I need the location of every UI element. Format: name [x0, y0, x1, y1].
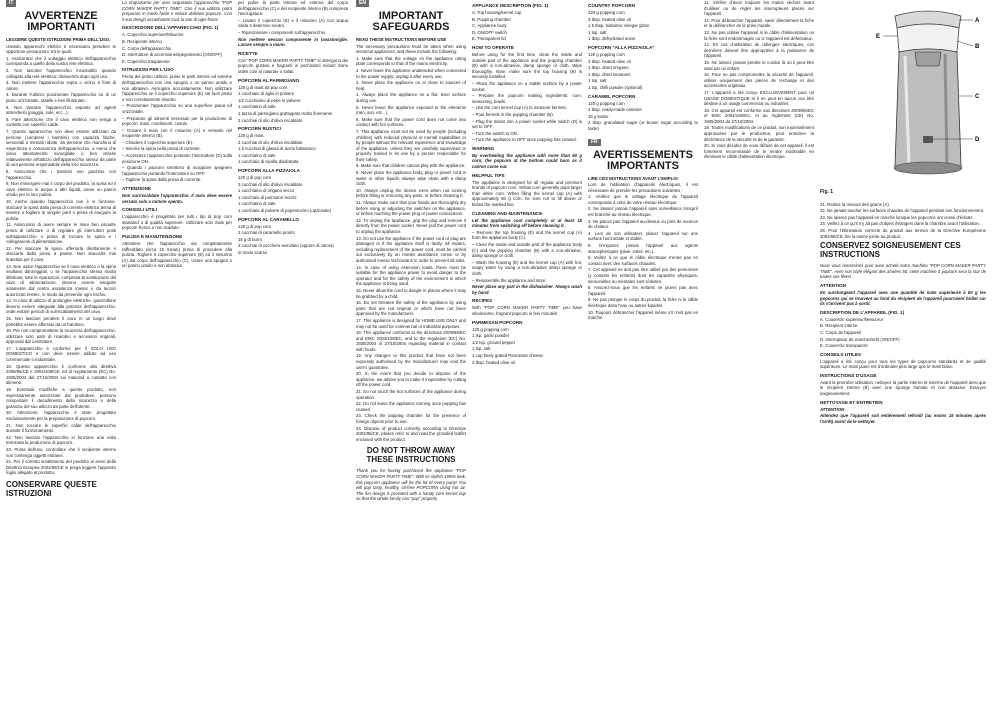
list-item: – Clean the inside and outside part of the appliance body (C) and the popping chamber (B) with a non-abrasive, damp sponge or cloth.	[472, 242, 582, 259]
recipe-ingredient: 1 cucchiaio di pomodori secchi	[238, 194, 297, 200]
recipe-ingredient: 120 g popping corn	[588, 100, 625, 106]
recipe-ingredient: 1 cucchiaio di cipolla disidratata	[238, 159, 299, 165]
use-title: ISTRUZIONI PER L'USO	[122, 67, 174, 73]
list-item: – Place the appliance on a stable surface by a power socket.	[472, 80, 582, 92]
column-it-safeguards	[6, 0, 116, 708]
list-item: – Turn the appliance to OFF once popping has ceased.	[472, 137, 577, 143]
list-item: 2. Never leave the appliance unattended when connected to the power supply; unplug it after every use.	[356, 67, 466, 79]
list-item: 5. Non lasciare l'apparecchio esposto ad agenti atmosferici (pioggia, sole, ecc...).	[6, 104, 116, 116]
list-item: – Wash the housing (E) and the kernel cup (A) with hot, soapy water by using a non-abrasive damp sponge or cloth.	[472, 259, 582, 276]
list-item: – Posizionare l'apparecchio su una superficie piana ed orizzontale.	[122, 103, 232, 114]
recipe-ingredient: 1 cucchiaino di sale	[238, 152, 276, 158]
list-item: B. Popping chamber	[472, 16, 511, 22]
list-item: 18. This appliance conforms to the directives 2009/95/EC and EMC 2004/108/EC, and to the regulation (EC) No. 1935/2004 of 27/10/2004 regarding material in contact with foods.	[356, 330, 466, 352]
recipe-ingredient: 1 tsp. salt	[588, 29, 607, 35]
list-item: 1. Assicurarsi che il voltaggio elettrico dell'apparecchio corrisponda a quello della vostra rete elettrica.	[6, 55, 116, 67]
steps-list	[122, 103, 232, 183]
list-item: 120 g popping corn	[472, 326, 509, 332]
recipe-ingredient: 1 cucchiaio di aglio in polvere	[238, 91, 295, 97]
recipe-ingredient: 2 cucchiai di caramello pronto	[238, 230, 295, 236]
list-item: – Dosare il mais con il misurino (A) e versarlo nel recipiente interno (B).	[122, 127, 232, 139]
recipe-name: POPCORN ALLA PIZZAIOLA	[238, 168, 300, 174]
list-item: – Turn the switch to ON.	[472, 130, 519, 136]
attention-title: ATTENZIONE	[122, 186, 152, 192]
list-item: – Lavare il coperchio (E) e il misurino (A) con acqua calda e detersivo neutro.	[238, 17, 348, 29]
recipes-title: RECIPES	[472, 298, 493, 304]
recipe-ingredient: 2 tbsp. ready-made caramel	[588, 107, 642, 113]
tips-text: L'appareil a été conçu pour tous les types de popcorns standards et de qualité supérieure. Le maïs jaune est d'ordinaire plus large que le maïs blanc.	[820, 358, 986, 370]
use-title: INSTRUCTIONS D'USAGE	[820, 372, 877, 378]
language-tag: IT	[6, 0, 16, 7]
recipe-ingredient: 120 g di pop corn	[238, 175, 272, 181]
list-item: 5. N'exposez jamais l'appareil aux agents atmosphériques (pluie, soleil, etc.).	[588, 243, 698, 254]
column-en-safeguards	[356, 0, 466, 708]
safeguard-list	[356, 56, 466, 443]
list-item: 24. Per il corretto smaltimento del prodotto ai sensi della Direttiva Europea 2002/96/CE si prega leggere l'apposito foglio allegato al prodotto.	[6, 459, 116, 476]
list-item: 18. Questo apparecchio è conforme alla direttiva 2009/95/CE e 2004/108/CE, ed al regolamento (EC) No. 1935/2004 del 27/10/2004 sui materiali a contatto con alimenti.	[6, 363, 116, 386]
list-item: A. Top housing/kernel cup	[472, 10, 522, 15]
list-item: 19. Any changes to this product that have not been expressly authorised by the manufacturer may void the user's guarantee.	[356, 353, 466, 370]
list-item: 10. Always unplug the device even when not running before fitting or removing any parts, or before cleaning it.	[356, 187, 466, 199]
intro-text: per pulire la parte interna ed esterna del corpo dell'apparecchio (C) e del recipiente interno (B) compresa l'asciugatura.	[238, 0, 348, 17]
list-item: E. Transparent lid	[472, 36, 506, 42]
list-item: 10. Toujours débrancher l'appareil même s'il n'est pas en marche.	[588, 309, 698, 321]
recipes-title: RICETTE	[238, 50, 258, 56]
column-it-instructions	[122, 0, 232, 708]
section-title: IMPORTANT SAFEGUARDS	[372, 10, 450, 33]
description-title: DESCRIZIONE DELL'APPARECCHIO (FIG. 1)	[122, 25, 219, 31]
transparent-lid-shape	[897, 24, 959, 52]
recipe-ingredient: 120 g popping corn	[588, 51, 625, 57]
warning-title: WARNING	[472, 145, 495, 151]
list-item: – Accendere l'apparecchio portando l'interruttore (D) sulla posizione ON.	[122, 153, 232, 164]
list-item: 7. This appliance must not be used by people (including children) with reduced physical or mental capabilities or by people without the relevant experience and knowledge of the appliance, unless they are carefully supervised or properly trained in its use by a person responsible for their safety.	[356, 128, 466, 162]
recipe-ingredient: 1 tbsp. dehydrated onion	[588, 36, 636, 42]
recipes-intro: Con "POP CORN MAKER PARTY TIME" si ottengono dei popcorn gustosi e fragranti in pochissimi minuti! Sono ottimi così al naturale o salati.	[238, 57, 348, 74]
body-shadow	[945, 54, 947, 166]
recipe-ingredient: 1 tbsp. dried oregano	[588, 65, 629, 71]
recipe-name: POPCORN AL PARMIGIANO	[238, 77, 300, 83]
clean-attention: ATTENTION	[820, 406, 845, 412]
list-item: 4. Lors de son utilisation, placez l'appareil sur une surface horizontale et stable.	[588, 230, 698, 242]
intro-heading: READ THESE INSTRUCTIONS BEFORE USE	[356, 37, 447, 42]
recipe-ingredient: 3 cucchiai di olio d'oliva riscaldato	[238, 181, 303, 187]
list-item: 20. Si vous décidez de vous défaire de cet appareil, il est fortement recommandé de le rendre inutilisable en éliminant le câble d'alimentation électrique.	[704, 143, 814, 160]
clean-text: Attendez que l'appareil soit entièrement refroidi (au moins 15 minutes après l'arrêt) avant de le nettoyer.	[820, 413, 986, 424]
list-item: 16. Pour ne pas compromettre la sécurité de l'appareil, utiliser uniquement des pièces de rechange et des accessoires originaux.	[704, 72, 814, 89]
list-item: B. Récipient interne	[820, 323, 858, 329]
list-item: 21. Non toccare le superfici calde dell'apparecchio durante il funzionamento.	[6, 422, 116, 434]
popcorn-maker-illustration	[875, 6, 981, 186]
intro-text: Usando apparecchi elettrici è necessario prendere le opportune precauzioni, tra le quali:	[6, 43, 116, 55]
recipe-name: POPCORN "ALLA PIZZAIOLA"	[588, 44, 655, 50]
recipe-name: COUNTRY POPCORN	[588, 3, 635, 8]
attention-text: Non surriscaldare l'apparecchio. Il mais deve essere versato solo a motore spento.	[122, 193, 232, 204]
list-item: C. Corps de l'appareil	[820, 329, 862, 335]
list-item: 1 cup finely grated Parmesan cheese	[472, 352, 543, 358]
clean-title: CLEANING AND MAINTENANCE	[472, 210, 543, 216]
description-title: APPLIANCE DESCRIPTION (FIG. 1)	[472, 3, 549, 8]
column-fr-safeguards-cont	[704, 0, 814, 708]
recipe-ingredient: 1 cucchiaio di polvere di peperoncino (opzionale)	[238, 208, 332, 214]
list-item: 16. Per non compromettere la sicurezza dell'apparecchio, utilizzare solo parti di ricambio e accessori originali, approvati dal costruttore.	[6, 328, 116, 345]
list-item: – Reassemble the appliance and store.	[472, 277, 547, 283]
recipe-blocks	[588, 3, 698, 132]
clean-title: PULIZIA E MANUTENZIONE	[122, 234, 183, 239]
list-item: 13. Do not use the appliance if the power cord or plug are damaged or if the appliance itself is faulty; all repairs, including replacement of the power cord, must be carried out exclusively by an Imetec assistance centre or by authorised Imetec technicians in order to prevent all risks.	[356, 235, 466, 263]
list-item: 3 tbsp. heated olive oil	[472, 359, 515, 365]
list-item: 22. Non lasciare l'apparecchio in funzione una volta terminata la produzione di popcorn.	[6, 434, 116, 446]
use-text: Avant la première utilisation, nettoyez la partie interne et externe de l'appareil ainsi que le récipient interne (B) avec une éponge humide et non abrasive. Essuyez soigneusement.	[820, 379, 986, 397]
chute-shape	[915, 52, 941, 66]
list-item: 14. In caso di utilizzo di prolunghe elettriche, quest'ultime devono essere adeguate alla potenza dell'apparecchio, onde evitare pericoli di surriscaldamento del cavo.	[6, 298, 116, 315]
list-item: 11. Assicurarsi di avere sempre le mani ben asciutte prima di utilizzare o di regolare gli interruttori posti sull'apparecchio o prima di toccare la spina e i collegamenti di alimentazione.	[6, 222, 116, 245]
list-item: 22. Do not leave the appliance running once popping has ceased.	[356, 401, 466, 412]
list-item: A. Couvercle supérieur/Mesureur	[820, 316, 884, 322]
section-title: AVERTISSEMENTS IMPORTANTS	[592, 148, 694, 172]
list-item: A. Coperchio superiore/Misurino	[122, 32, 184, 38]
list-item: 9. Ne pas plonger le corps du produit, la fiche ni le câble électrique dans l'eau ou autres liquides.	[588, 297, 698, 308]
description-list	[820, 317, 986, 349]
list-item: 6. Make sure that the power cord does not come into contact with hot surfaces.	[356, 116, 466, 128]
list-item: 7. Cet appareil ne doit pas être utilisé par des personnes (y compris les enfants) dont les capacités physiques, sensorielles ou mentales sont réduites.	[588, 267, 698, 284]
list-item: 7. Questo apparecchio non deve essere utilizzato da persone (compresi i bambini) con capacità fisiche, sensoriali o mentali ridotte, da persone che manchino di esperienza e conoscenza dell'apparecchio, a meno che siano attentamente sorvegliate o ben istruite relativamente all'utilizzo dell'apparecchio stesso da parte di una persona responsabile della loro sicurezza.	[6, 128, 116, 168]
list-item: 2. Non lasciare l'apparecchio incustodito quando collegato alla rete elettrica; disinserirlo dopo ogni uso.	[6, 67, 116, 79]
keep-title: CONSERVEZ SOIGNEUSEMENT CES INSTRUCTIONS	[820, 241, 961, 260]
list-item: 8. Assurez-vous que les enfants ne jouent pas avec l'appareil.	[588, 285, 698, 296]
language-tag: FR	[588, 139, 601, 146]
list-item: 17. L'appareil a été conçu EXCLUSIVEMENT pour un USAGE DOMESTIQUE et il ne peut en aucun cas être destiné à un usage commercial ou industriel.	[704, 89, 814, 107]
tips-title: CONSEILS UTILES	[820, 351, 862, 357]
list-item: 4. Always place the appliance on a flat, level surface during use.	[356, 92, 466, 103]
label-e: E	[876, 34, 881, 40]
intro-text: The necessary precautions must be taken when using electrical appliances, and these include the following:	[356, 43, 466, 55]
recipe-ingredient: 15 g butter	[588, 113, 609, 119]
how-text: Before using for the first time, clean the inside and outside part of the appliance and the popping chamber (B) with a non-abrasive, damp sponge or cloth. Wipe thoroughly. Note: make sure the top housing (E) is securely installed.	[472, 51, 582, 80]
recipe-ingredient: 1 tazza di parmigiano grattugiato molto finemente	[238, 110, 333, 116]
recipe-ingredients	[472, 327, 582, 366]
list-item: 3. Never place the appliance on or close to sources of heat.	[356, 80, 466, 91]
list-item: 22. Ne jamais toucher les surfaces chaudes de l'appareil pendant son fonctionnement.	[820, 208, 985, 214]
list-item: 3. Non mettere l'apparecchio sopra o vicino a fonti di calore.	[6, 80, 116, 91]
list-item: 1 tsp. salt	[472, 346, 491, 352]
list-item: 13. Non usare l'apparecchio se il cavo elettrico o la spina risultano danneggiati, o se l'apparecchio stesso risulta difettoso; tutte le riparazioni, compresa la sostituzione del cavo di alimentazione, devono essere eseguite solamente dal centro assistenza Imetec o da tecnici autorizzati Imetec, in modo da prevenire ogni rischio.	[6, 263, 116, 297]
list-item: 1 tsp. garlic powder	[472, 333, 510, 339]
list-item: 5. Never leave the appliance exposed to the elements (rain, sun, etc...).	[356, 104, 466, 116]
never-text: Never place any part in the dishwasher. Always wash by hand.	[472, 284, 582, 295]
how-title: HOW TO OPERATE	[472, 44, 514, 50]
recipe-ingredient: in modo scarso	[238, 250, 268, 255]
list-item: 21. Retirez la mesure des grains (A)	[820, 201, 889, 207]
recipe-ingredient: 3 tbsp. heated olive oil	[588, 58, 631, 64]
helpful-title: HELPFUL TIPS	[472, 172, 505, 178]
recipe-ingredient: 1/2 cucchiaino di pepe in polvere	[238, 97, 301, 103]
recipe-ingredient: 3 cucchiai di olio d'oliva riscaldato	[238, 117, 303, 123]
list-item: – Remove the top housing (E) and the kernel cup (A) from the appliance body (C).	[472, 229, 582, 241]
list-item: 10. Anche quando l'apparecchio non è in funzione, staccare la spina dalla presa di corrente elettrica prima di inserire o togliere le singole parti o prima di eseguire la pulizia.	[6, 199, 116, 221]
list-item: 23. Prima dell'uso, controllare che il recipiente interno non contenga oggetti estranei.	[6, 446, 116, 458]
list-item: 15. Never allow the cord to dangle in places where it may be grabbed by a child.	[356, 287, 466, 299]
fig-caption: Fig. 1	[820, 189, 834, 195]
language-tag: EN	[356, 0, 369, 7]
keep-text: Nous vous remercions pour avoir acheté notre machine "POP CORN MAKER PARTY TIME". Avec son style élégant des années 50, cette machine à popcorn sera la star de toutes vos fêtes!	[820, 263, 986, 280]
recipe-ingredient: 1 tsp. chilli powder (optional)	[588, 84, 643, 90]
recipe-ingredient: 120 g di mais da pop corn	[238, 84, 288, 90]
recipe-ingredient: 1 cucchiaino di origano secco	[238, 188, 295, 194]
list-item: 6. Veillez à ce que le câble électrique n'entre pas en contact avec des surfaces chaudes.	[588, 255, 698, 266]
list-item: 16. Do not threaten the safety of the appliance by using parts that are not original or which have not been approved by the manufacturer.	[356, 300, 466, 317]
helpful-text: The appliance is designed for all regular and premium brands of popcorn corn. Yellow corn generally pops larger than white corn. When filling the kernel cup (A) with approximately 60 g corn, be sure not to fill above or below the marked line.	[472, 179, 582, 208]
attention-text: En surchargeant l'appareil avec une quantité de maïs supérieure à 60 g les popcorns qui se trouvent au fond du récipient de l'appareil pourraient brûler car ils n'arrivent pas à sortir.	[820, 289, 986, 307]
list-item: 13. Ne pas utiliser l'appareil si le câble d'alimentation ou la fiche sont endommagés ou si l'appareil est défectueux.	[704, 29, 814, 41]
section-title: AVVERTENZE IMPORTANTI	[24, 10, 98, 33]
attention-text: Non mettere nessun componente in lavastoviglie. Lavare sempre a mano.	[238, 36, 348, 48]
label-a: A	[975, 18, 980, 24]
list-item: 9. Never place the appliance body, plug or power cord in water or other liquids; always wipe clean with a damp cloth.	[356, 170, 466, 187]
recipe-ingredient: 2 tbsp. granulated sugar (or brown sugar according to taste)	[588, 120, 698, 131]
list-item: 24. Veillez à ce qu'il n'y ait pas d'objets étrangers dans la chambre avant l'utilisation.	[820, 221, 980, 227]
steps-list	[472, 81, 582, 143]
recipe-ingredient: 3 tbsp. heated olive oil	[588, 16, 631, 22]
list-item: 1. Vérifiez que le voltage électrique de l'appareil corresponde à celui de votre réseau électrique.	[588, 194, 698, 205]
list-item: 25. Pour l'élimination correcte du produit aux termes de la Directive Européenne 2002/96/CE, lire la notice jointe au produit.	[820, 227, 986, 239]
switch-shape	[923, 136, 933, 143]
recipe-ingredient: 15 g di burro	[238, 236, 263, 242]
list-item: 4. Durante l'utilizzo posizionare l'apparecchio su di un piano orizzontale, stabile e ben illuminato.	[6, 92, 116, 103]
list-item: 23. Check the popping chamber for the presence of foreign objects prior to use.	[356, 413, 466, 424]
recipe-ingredient: 1 cucchiaino di sale	[238, 104, 276, 110]
list-item: 15. Ne laissez jamais pendre le cordon là où il peut être saisi par un enfant.	[704, 59, 814, 71]
list-item: 17. L'apparecchio è conforme per il SOLO USO DOMESTICO e non deve essere adibito ad uso commerciale o industriale.	[6, 345, 116, 363]
clean-title: NETTOYAGE ET ENTRETIEN	[820, 399, 883, 405]
recipe-ingredient: 120 g di pop corn	[238, 223, 272, 229]
list-item: E. Coperchio trasparente	[122, 58, 170, 64]
recipe-ingredient: 120 g popping corn	[588, 10, 625, 15]
list-item: 1. Make sure that the voltage on the appliance rating plate corresponds to that of the mains electricity.	[356, 55, 466, 67]
base-shape	[894, 162, 962, 174]
list-item: C. Corpo dell'apparecchio	[122, 45, 172, 51]
list-item: 3. Ne placez pas l'appareil au-dessus ou près de sources de chaleur.	[588, 218, 698, 230]
recipe-ingredient: 120 g di mais	[238, 133, 264, 139]
list-item: D. ON/OFF switch	[472, 29, 507, 35]
closing-title: CONSERVARE QUESTE ISTRUZIONI	[6, 479, 97, 498]
use-text: Prima del primo utilizzo, pulire le parti interne ed esterne dell'apparecchio con una spugna o un panno umido e non abrasivo. Asciugare accuratamente. Non utilizzare l'apparecchio se il coperchio superiore (E) sia fuori posto o non correttamente inserito.	[122, 74, 232, 102]
label-d: D	[975, 137, 980, 143]
steps-list	[238, 18, 348, 36]
description-list	[122, 32, 232, 64]
list-item: 15. Non lasciare pendere il cavo in un luogo dove potrebbe essere afferrato da un bambino.	[6, 315, 116, 327]
recipe-ingredient: 1 tbsp. dried tomatoes	[588, 71, 631, 77]
list-item: 12. Per staccare la spina, afferrarla direttamente e staccarla dalla presa a parete. Non staccarla mai tirandola per il cavo.	[6, 245, 116, 262]
recipe-ingredient: 1,5 cucchiai di glassa di aceto balsamico	[238, 146, 316, 152]
label-c: C	[975, 94, 980, 100]
list-item: – Preparare gli alimenti necessari per la produzione di popcorn: mais, condimenti, ciotole.	[122, 115, 232, 127]
list-item: 8. Make sure that children cannot play with the appliance.	[356, 163, 466, 169]
recipe-ingredient: 1 cucchiaino di sale	[238, 201, 276, 207]
list-item: 12. To unplug the appliance, grip the plug and remove it directly from the power socket. Never pull the power cord to unplug the appliance.	[356, 217, 466, 234]
recipe-ingredient: 3 cucchiai di olio d'oliva riscaldato	[238, 139, 303, 145]
intro-text: La ringraziamo per aver acquistato l'apparecchio "POP CORN MAKER PARTY TIME". Con il suo utilizzo potrà preparare in modo facile e veloce deliziosi popcorn. Con il suo design accattivante sarà la star di ogni festa!	[122, 0, 232, 22]
list-item: 14. In case of using extension leads, these must be suitable for the appliance power to avoid danger to the operator and for the safety of the environment in which the appliance is being used.	[356, 264, 466, 287]
list-item: – Riposizionare i componenti sull'apparecchio.	[238, 29, 327, 35]
list-item: E. Couvercle transparent	[820, 343, 868, 349]
recipe-name: PARMESAN POPCORN	[472, 319, 523, 325]
tips-title: CONSIGLI UTILI	[122, 207, 157, 213]
column-en-instructions	[472, 0, 582, 708]
list-item: 23. Ne laissez pas l'appareil en marche lorsque les popcorns ont cessé d'éclater.	[820, 214, 974, 220]
list-item: 24. Dispose of product correctly according to Directive 2002/96/CE, please refer to and read the provided leaflet enclosed with the product.	[356, 425, 466, 442]
recipe-blocks	[238, 78, 348, 256]
description-title: DESCRIPTION DE L'APPAREIL (FIG. 1)	[820, 309, 905, 315]
list-item: – Plug the mains into a power socket while switch (D) is set to OFF.	[472, 118, 582, 130]
warning-text: By overheating the appliance with more than 60 g corn, the popcorn at the bottom could burn as it cannot come out.	[472, 152, 582, 170]
list-item: 21. Do not touch the hot surfaces of the appliance during operation.	[356, 389, 466, 400]
list-item: D. Interruttore di accensione/spegnimento (ON/OFF)	[122, 52, 223, 58]
list-item: 19. Eventuali modifiche a questo prodotto, non espressamente autorizzate dal produttore, possono comportare il decadimento della sicurezza e della garanzia del suo utilizzo da parte dell'utente.	[6, 387, 116, 409]
list-item: D. Interrupteur de marche/arrêt (ON/OFF)	[820, 336, 900, 342]
column-en-recipes-fr-safeguards	[588, 0, 698, 708]
description-list	[472, 10, 582, 42]
clean-steps	[472, 230, 582, 283]
list-item: 6. Fare attenzione che il cavo elettrico non venga a contatto con superfici calde.	[6, 116, 116, 128]
list-item: – Pour kernels in the popping chamber (B).	[472, 111, 554, 117]
list-item: 9. Non immergere mai il corpo del prodotto, la spina ed il cavo elettrico in acqua o altri liquidi, usare un panno umido per la loro pulizia.	[6, 181, 116, 198]
list-item: 1/2 tsp. ground pepper	[472, 339, 516, 345]
list-item: 17. This appliance is designed for HOME USE ONLY and may not be used for commercial or industrial purposes.	[356, 317, 466, 329]
column-it-recipes	[238, 0, 348, 708]
list-item: 11. Vérifier d'avoir toujours les mains sèches avant d'utiliser ou de régler les interrupteurs placés sur l'appareil.	[704, 0, 814, 17]
list-item: – Prepare the popcorn making ingredients: corn, seasoning, bowls.	[472, 93, 582, 104]
list-item: – Use the corn kernel cup (A) to measure kernels.	[472, 105, 567, 111]
thanks-text: Thank you for having purchased the appliance "POP CORN MAKER PARTY TIME". With its stylish 1950s look, this popcorn appliance will be the hit of every party! You will pop tasty, healthy, oil-free POPCORN using hot air. The fun design is provided with a handy corn kernel cup so that the whole family can "pop" properly.	[356, 468, 466, 502]
list-item: 2. Ne laissez jamais l'appareil sans surveillance lorsqu'il est branché au réseau électrique.	[588, 206, 698, 218]
clean-warning: Let the appliance cool completely or at least 15 minutes from switching off before cleaning it.	[472, 217, 582, 229]
list-item: 18. Cet appareil est conforme aux directives 2009/95/EC et EMC 2004/108/EC, et au règlement (CE) No. 1935/2004 du 27/10/2004.	[704, 107, 814, 124]
closing-title: DO NOT THROW AWAY THESE INSTRUCTIONS	[366, 446, 456, 465]
list-item: 19. Toutes modifications de ce produit, non expressément approuvées par le producteur, peut entraîner la déchéance de la sécurité et de la garantie.	[704, 125, 814, 142]
intro-heading: LIRE CES INSTRUCTIONS AVANT L'EMPLOI	[588, 175, 678, 181]
label-b: B	[975, 44, 980, 50]
list-item: – Quando i popcorn smettono di scoppiare spegnere l'apparecchio portando l'interruttore su OFF.	[122, 165, 232, 176]
safeguard-list	[6, 56, 116, 476]
recipe-ingredient: 2 cucchiai di zucchero semolato (oppure di canna)	[238, 243, 334, 249]
recipe-ingredient: 1 tsp. salt	[588, 78, 607, 84]
safeguard-list	[820, 202, 986, 240]
list-item: B. Recipiente interno	[122, 38, 162, 44]
list-item: – Inserire la spina nella presa di corrente.	[122, 146, 201, 152]
clean-text: Attendere che l'apparecchio sia completamente raffreddato (circa 15 minuti) prima di procedere alla pulizia. Togliere il coperchio superiore (E) ed il misurino (A) dal corpo dell'apparecchio (C). Usare una spugna o un panno umido e non abrasivo.	[122, 241, 232, 269]
intro-text: Lors de l'utilisation d'appareils électriques, il est nécessaire de prendre les précautions suivantes :	[588, 182, 698, 193]
attention-title: ATTENTION	[820, 282, 846, 288]
list-item: 20. In the event that you decide to dispose of the appliance, we advise you to make it inoperative by cutting off the power cord.	[356, 371, 466, 388]
recipe-name: CARAMEL POPCORN	[588, 93, 636, 99]
list-item: 14. En cas d'utilisation de rallonges électriques, ces dernières doivent être appropriées à la puissance de l'appareil.	[704, 42, 814, 59]
list-item: 11. Always make sure that your hands are thoroughly dry before using or adjusting the switches on the appliance, or before touching the power plug or power connections.	[356, 200, 466, 217]
safeguard-list	[588, 194, 698, 320]
list-item: – Togliere la spina dalla presa di corrente.	[122, 177, 202, 183]
list-item: 20. Attenzione: l'apparecchio è stato progettato esclusivamente per la preparazione di popcorn.	[6, 410, 116, 421]
tips-text: L'apparecchio è progettato per tutti i tipi di pop corn standard o di qualità superiore. Utilizzare solo mais per popcorn fresco e non scaduto.	[122, 214, 232, 231]
list-item: – Chiudere il coperchio superiore (E).	[122, 139, 194, 145]
intro-heading: LEGGERE QUESTE ISTRUZIONI PRIMA DELL'USO.	[6, 37, 111, 42]
leader-line-b	[957, 41, 973, 46]
recipe-ingredient: 1.5 tbsp. balsamic vinegar glaze	[588, 23, 650, 29]
safeguard-list	[704, 0, 814, 160]
recipe-name: POPCORN AL CARAMELLO	[238, 216, 299, 222]
recipes-intro: With "POP CORN MAKER PARTY TIME" you have wholesome, fragrant popcorn in few minutes!	[472, 305, 582, 316]
recipe-name: POPCORN RUSTICI	[238, 126, 281, 132]
list-item: 12. Pour débrancher l'appareil, saisir directement la fiche et la débrancher de la prise murale.	[704, 17, 814, 29]
list-item: 8. Assicurarsi che i bambini non giochino con l'apparecchio.	[6, 169, 116, 180]
list-item: C. Appliance body	[472, 23, 507, 29]
